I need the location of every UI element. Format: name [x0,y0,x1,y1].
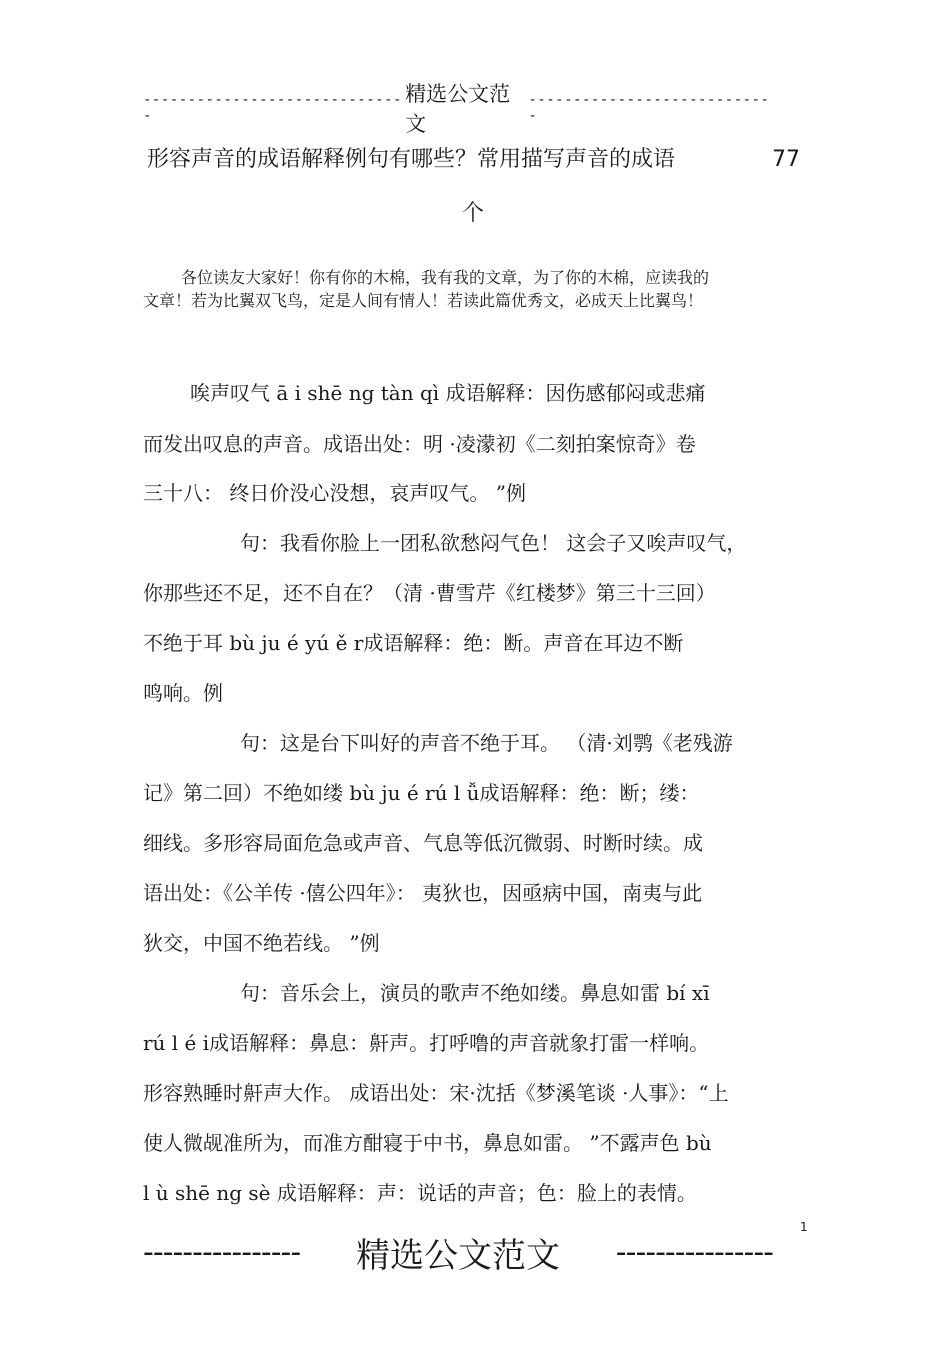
header-dashes-right: ---------------------------- [528,92,770,124]
document-title-line1: 形容声音的成语解释例句有哪些？常用描写声音的成语 [147,147,676,172]
body-line: 形容熟睡时鼾声大作。 成语出处：宋·沈括《梦溪笔谈 ·人事》：“上 [143,1081,729,1105]
page-number: 1 [800,1220,808,1234]
page-footer [143,1228,773,1277]
body-line: 细线。多形容局面危急或声音、气息等低沉微弱、时断时续。成 [143,831,703,855]
body-line: 鸣响。例 [143,681,223,705]
page-header [143,78,773,138]
document-title-number: 77 [772,147,800,172]
intro-line: 各位读友大家好！你有你的木棉，我有我的文章，为了你的木棉，应读我的 [181,268,710,287]
body-line: 句：我看你脸上一团私欲愁闷气色！ 这会子又唉声叹气， [240,531,747,555]
intro-paragraph [143,266,783,312]
body-line: 语出处：《公羊传 ·僖公四年》： 夷狄也，因亟病中国，南夷与此 [143,881,703,905]
footer-dashes-left: ---------------- [143,1235,301,1270]
header-dashes-left: ------------------------------ [143,92,402,124]
intro-line: 文章！若为比翼双飞鸟，定是人间有情人！若读此篇优秀文，必成天上比翼鸟！ [143,291,704,310]
body-line: 使人微觇准所为，而准方酣寝于中书，鼻息如雷。 ”不露声色 bù [143,1131,712,1155]
body-line: l ù shē ng sè 成语解释：声：说话的声音；色：脸上的表情。 [143,1181,697,1205]
document-title [147,145,807,175]
body-line: 句：音乐会上，演员的歌声不绝如缕。鼻息如雷 bí xī [240,981,710,1005]
body-line: 三十八： 终日价没心没想，哀声叹气。 ”例 [143,481,526,505]
body-line: 狄交，中国不绝若线。 ”例 [143,931,380,955]
header-title: 精选公文范文 [405,82,511,136]
body-line: 唉声叹气 ā i shē ng tàn qì 成语解释：因伤感郁闷或悲痛 [190,381,706,405]
footer-dashes-right: ---------------- [615,1235,773,1270]
body-line: rú l é i成语解释：鼻息：鼾声。打呼噜的声音就象打雷一样响。 [143,1031,710,1055]
document-title-line2: 个 [462,201,485,226]
body-line: 记》第二回）不绝如缕 bù ju é rú l ǚ成语解释：绝：断；缕： [143,781,700,805]
body-line: 不绝于耳 bù ju é yú ě r成语解释：绝：断。声音在耳边不断 [143,631,684,655]
body-line: 句：这是台下叫好的声音不绝于耳。 （清·刘鹗《老残游 [240,731,733,755]
body-line: 而发出叹息的声音。成语出处：明 ·凌濛初《二刻拍案惊奇》卷 [143,432,696,456]
body-line: 你那些还不足，还不自在？（清 ·曹雪芹《红楼梦》第三十三回） [143,581,716,605]
footer-title: 精选公文范文 [356,1236,560,1276]
